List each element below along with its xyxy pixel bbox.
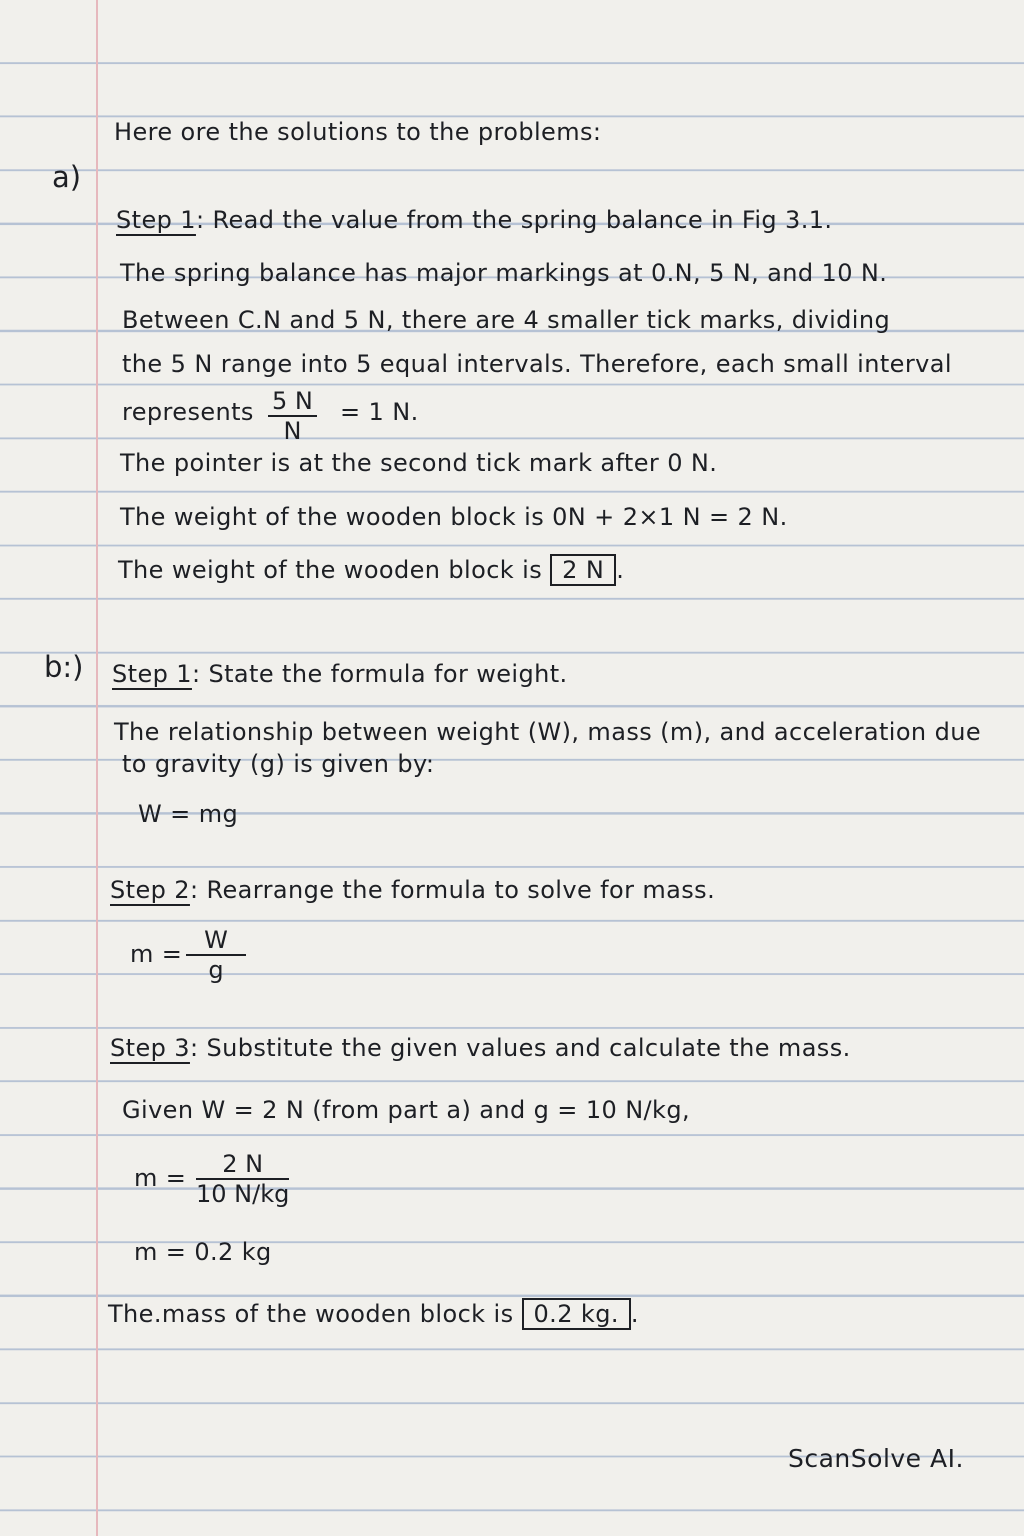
text-line: the 5 N range into 5 equal intervals. Therefore, each small interval (122, 350, 952, 378)
answer-suffix: . (616, 556, 625, 584)
step-label: Step 3 (110, 1034, 190, 1062)
step-title: : Substitute the given values and calculate the mass. (189, 1034, 851, 1062)
step-1-heading (116, 206, 832, 234)
text-line: The relationship between weight (W), mass (m), and acceleration due (114, 718, 981, 746)
fraction-numerator: 2 N (196, 1150, 289, 1180)
fraction-denominator: N (283, 417, 302, 445)
step-2-heading (110, 876, 715, 904)
brand-signature: ScanSolve AI. (788, 1444, 964, 1473)
answer-line (118, 556, 624, 584)
fraction-denominator: g (208, 956, 224, 984)
step-title: : Read the value from the spring balance in Fig 3.1. (195, 206, 833, 234)
step-3-heading (110, 1034, 851, 1062)
answer-box: 0.2 kg. (522, 1298, 631, 1330)
part-b-label: b:) (44, 650, 84, 684)
equation-lhs: m = (134, 1164, 187, 1192)
fraction-numerator: W (186, 926, 246, 956)
intro-text: Here ore the solutions to the problems: (114, 118, 602, 146)
answer-prefix: The.mass of the wooden block is (108, 1300, 514, 1328)
step-1-heading (112, 660, 568, 688)
text-line: to gravity (g) is given by: (122, 750, 435, 778)
text-line: represents (122, 398, 254, 426)
fraction-denominator: 10 N/kg (196, 1180, 290, 1208)
text-line: Given W = 2 N (from part a) and g = 10 N/kg, (122, 1096, 690, 1124)
margin-line (96, 0, 98, 1536)
text-line: = 1 N. (340, 398, 419, 426)
text-line: The weight of the wooden block is 0N + 2×1 N = 2 N. (120, 503, 788, 531)
part-a-label: a) (52, 160, 82, 194)
step-label: Step 1 (116, 206, 196, 234)
fraction (186, 926, 246, 984)
equation-lhs: m = (130, 940, 183, 968)
answer-line (108, 1300, 639, 1328)
fraction-numerator: 5 N (268, 387, 317, 417)
step-label: Step 1 (112, 660, 192, 688)
step-title: : Rearrange the formula to solve for mass. (189, 876, 716, 904)
text-line: The pointer is at the second tick mark after 0 N. (120, 449, 718, 477)
answer-prefix: The weight of the wooden block is (118, 556, 543, 584)
fraction (268, 387, 317, 445)
fraction (196, 1150, 289, 1208)
text-line: The spring balance has major markings at 0.N, 5 N, and 10 N. (120, 259, 888, 287)
formula: W = mg (138, 800, 239, 828)
result: m = 0.2 kg (134, 1238, 272, 1266)
answer-suffix: . (630, 1300, 639, 1328)
step-title: : State the formula for weight. (191, 660, 568, 688)
step-label: Step 2 (110, 876, 190, 904)
text-line: Between C.N and 5 N, there are 4 smaller tick marks, dividing (122, 306, 891, 334)
answer-box: 2 N (550, 554, 616, 586)
